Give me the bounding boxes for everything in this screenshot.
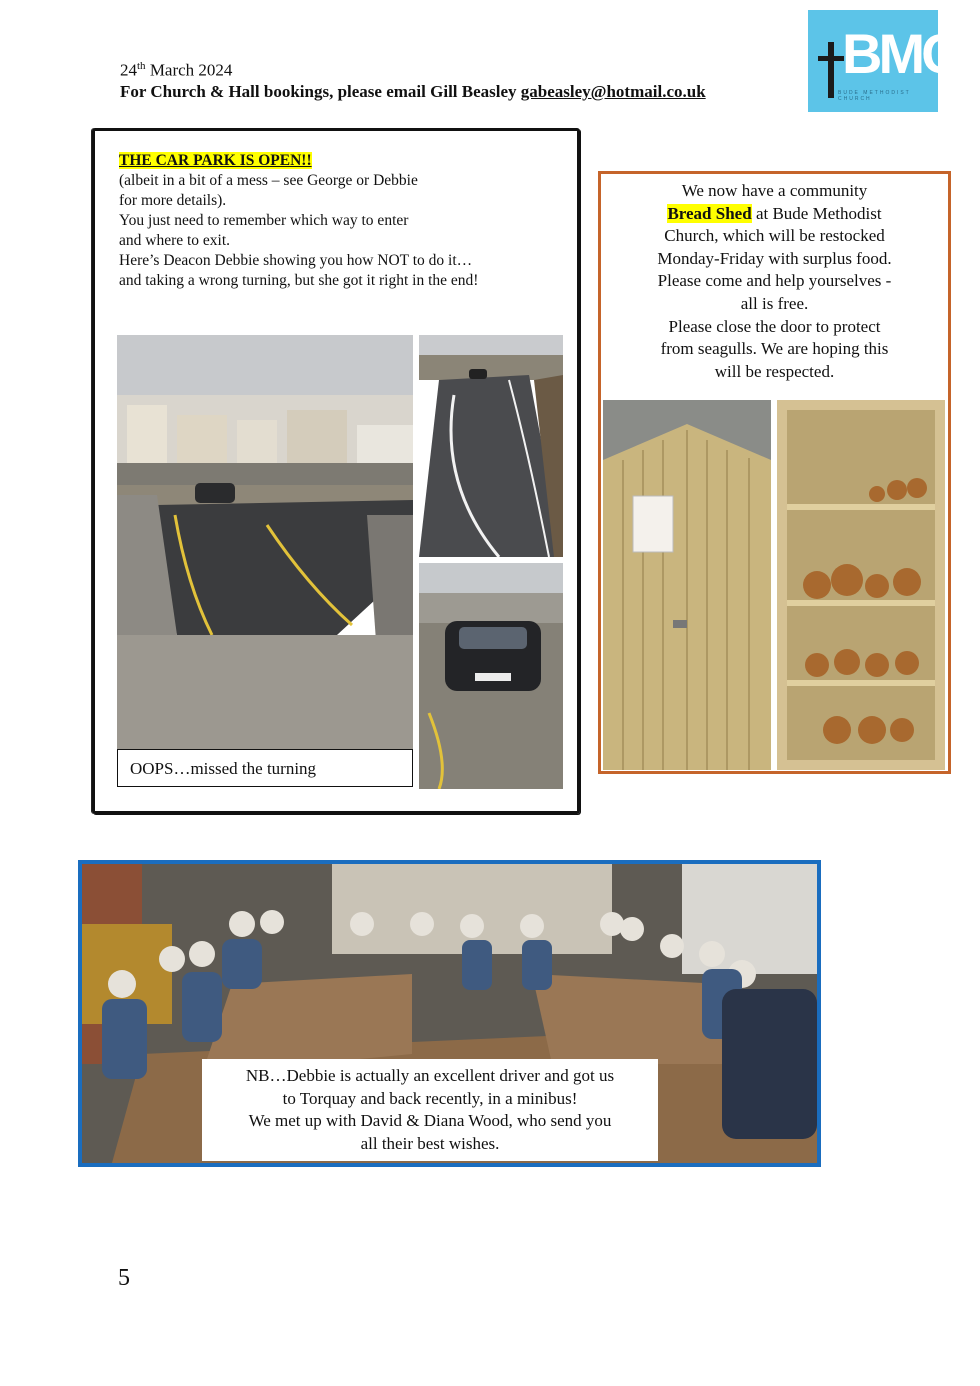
booking-email-link[interactable]: gabeasley@hotmail.co.uk — [520, 82, 706, 101]
car-park-section — [92, 128, 580, 814]
bread-shed-line: We now have a community — [681, 181, 868, 200]
group-caption-line: We met up with David & Diana Wood, who send you — [248, 1111, 612, 1130]
bmc-logo — [808, 10, 958, 112]
car-park-road-photo — [419, 335, 563, 557]
car-park-line: You just need to remember which way to enter — [119, 212, 409, 229]
logo-letters: BMC — [842, 22, 958, 85]
bread-shed-line: from seagulls. We are hoping this — [660, 339, 889, 359]
car-park-entrance-photo — [117, 335, 413, 785]
group-photo-caption — [202, 1059, 658, 1161]
logo-subtitle: BUDE METHODIST CHURCH — [838, 90, 911, 102]
closed-bread-shed-photo — [603, 400, 771, 770]
car-park-line: Here’s Deacon Debbie showing you how NOT to do it… — [119, 252, 473, 269]
bread-shed-line: Please close the door to protect — [668, 316, 881, 336]
bread-shed-line: at Bude Methodist — [751, 203, 882, 223]
car-park-headline: THE CAR PARK IS OPEN!! — [119, 152, 312, 169]
group-caption-line: all their best wishes. — [360, 1133, 500, 1153]
bread-shed-line: will be respected. — [714, 361, 835, 381]
car-park-line: (albeit in a bit of a mess – see George or Debbie — [119, 172, 418, 189]
page-number: 5 — [118, 1265, 130, 1291]
open-bread-shed-photo — [777, 400, 945, 770]
bread-shed-section — [598, 171, 951, 774]
bread-shed-line: all is free. — [740, 293, 809, 313]
group-caption-line: to Torquay and back recently, in a minibus! — [282, 1088, 578, 1108]
car-park-text — [119, 151, 579, 291]
car-park-line: for more details). — [119, 192, 227, 209]
group-photo-section — [78, 860, 821, 1167]
car-park-caption: OOPS…missed the turning — [117, 749, 413, 787]
bread-shed-line: Monday-Friday with surplus food. — [657, 248, 892, 268]
bread-shed-highlight: Bread Shed — [667, 203, 752, 223]
bread-shed-line: Church, which will be restocked — [664, 226, 885, 246]
car-park-line: and taking a wrong turning, but she got it right in the end! — [119, 272, 479, 289]
parked-car-photo — [419, 563, 563, 789]
bread-shed-text — [601, 180, 948, 383]
car-park-line: and where to exit. — [119, 232, 231, 249]
group-caption-line: NB…Debbie is actually an excellent driver and got us — [245, 1066, 615, 1085]
newsletter-date: 24th March 2024 — [120, 60, 233, 80]
bread-shed-line: Please come and help yourselves - — [657, 271, 892, 291]
booking-notice: For Church & Hall bookings, please email Gill Beasley gabeasley@hotmail.co.uk — [120, 82, 706, 101]
